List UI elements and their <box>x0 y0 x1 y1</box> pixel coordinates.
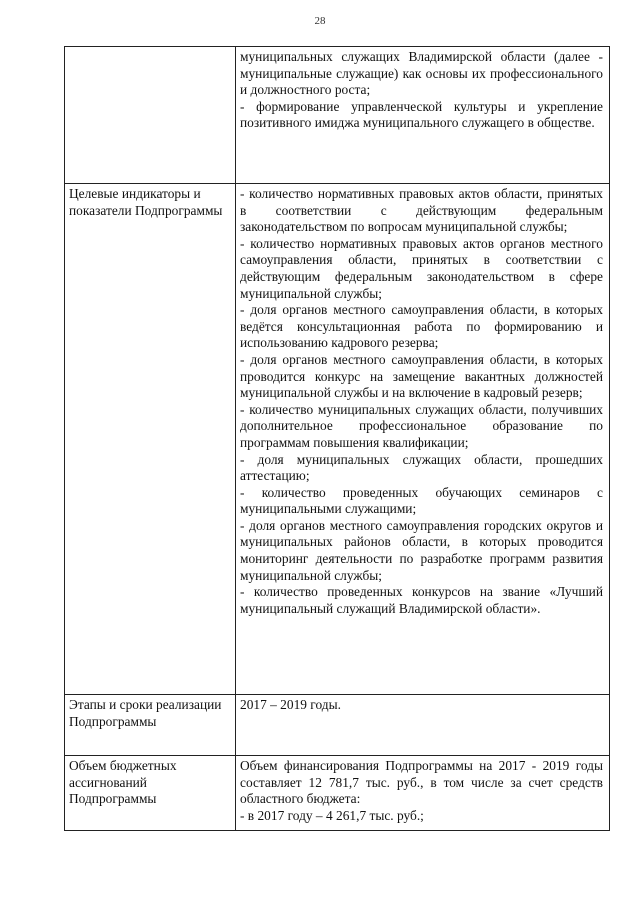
indicator-item: - количество муниципальных служащих области, получивших дополнительное профессиональное образование по программам повышения квалификации; <box>240 401 603 450</box>
value-line: Объем финансирования Подпрограммы на 2017 - 2019 годы составляет 12 781,7 тыс. руб., в том числе за счет средств областного бюджета: <box>240 758 603 807</box>
indicator-item: - доля органов местного самоуправления области, в которых ведётся консультационная работа по формированию и использованию кадрового резерва; <box>240 302 603 351</box>
row-value <box>236 695 610 756</box>
indicator-item: - доля органов местного самоуправления городских округов и муниципальных районов области, в которых проводится мониторинг деятельности по разработке программ развития муниципальной службы; <box>240 517 603 583</box>
row-value <box>236 47 610 184</box>
table-row <box>65 47 610 184</box>
row-value <box>236 184 610 695</box>
indicator-item: - доля органов местного самоуправления области, в которых проводится конкурс на замещение вакантных должностей муниципальной службы и на включение в кадровый резерв; <box>240 351 603 401</box>
row-label: Целевые индикаторы и показатели Подпрограммы <box>65 184 236 695</box>
table-row <box>65 184 610 695</box>
indicator-item: - количество нормативных правовых актов области, принятых в соответствии с действующим федеральным законодательством по вопросам муниципальной службы; <box>240 186 603 235</box>
indicator-item: - количество нормативных правовых актов органов местного самоуправления области, принятых в соответствии с действующим федеральным законодательством в сфере муниципальной службы; <box>240 235 603 301</box>
row-label: Этапы и сроки реализации Подпрограммы <box>65 695 236 756</box>
page-number: 28 <box>314 15 326 27</box>
table-row <box>65 756 610 831</box>
row-label: Объем бюджетных ассигнований Подпрограммы <box>65 756 236 831</box>
indicator-item: - количество проведенных конкурсов на звание «Лучший муниципальный служащий Владимирской области». <box>240 584 603 616</box>
value-line: 2017 – 2019 годы. <box>240 697 341 712</box>
indicator-item: - доля муниципальных служащих области, прошедших аттестацию; <box>240 451 603 484</box>
value-line: муниципальных служащих Владимирской области (далее - муниципальные служащие) как основы их профессионального и должностного роста; <box>240 49 603 98</box>
indicator-item: - количество проведенных обучающих семинаров с муниципальными служащими; <box>240 484 603 517</box>
value-line: - в 2017 году – 4 261,7 тыс. руб.; <box>240 807 424 823</box>
row-label <box>65 47 236 184</box>
row-value <box>236 756 610 831</box>
table-row <box>65 695 610 756</box>
value-line: - формирование управленческой культуры и укрепление позитивного имиджа муниципального служащего в обществе. <box>240 98 603 131</box>
passport-table <box>64 46 610 831</box>
